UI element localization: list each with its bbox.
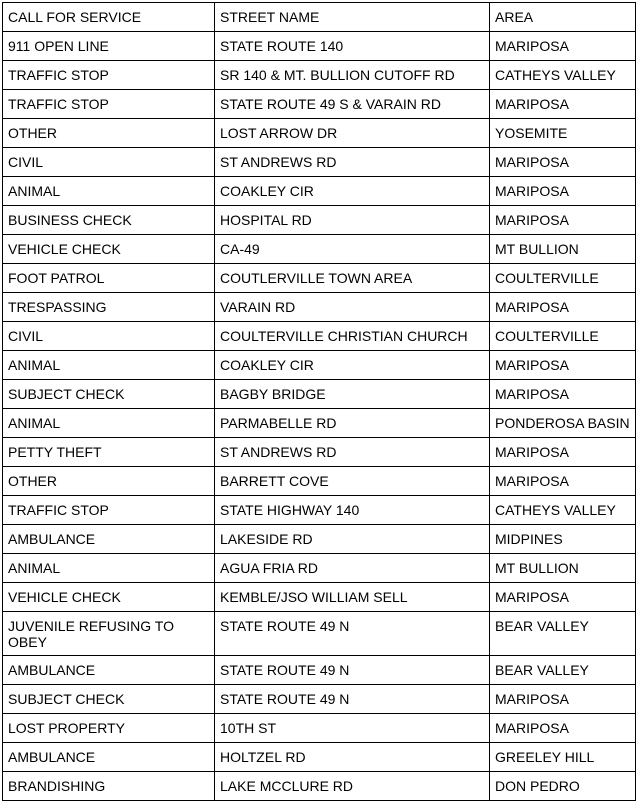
- area-cell: MIDPINES: [490, 525, 636, 554]
- street-name-cell: COAKLEY CIR: [215, 351, 490, 380]
- call-for-service-cell: TRAFFIC STOP: [3, 61, 215, 90]
- street-name-cell: STATE ROUTE 49 N: [215, 612, 490, 656]
- header-area: AREA: [490, 3, 636, 32]
- street-name-cell: LAKE MCCLURE RD: [215, 772, 490, 801]
- table-row: [3, 656, 636, 685]
- area-cell: BEAR VALLEY: [490, 612, 636, 656]
- table-row: [3, 743, 636, 772]
- table-row: [3, 554, 636, 583]
- area-cell: MARIPOSA: [490, 177, 636, 206]
- area-cell: MT BULLION: [490, 554, 636, 583]
- street-name-cell: HOLTZEL RD: [215, 743, 490, 772]
- calls-for-service-table: [2, 2, 636, 801]
- table-row: [3, 772, 636, 801]
- street-name-cell: BARRETT COVE: [215, 467, 490, 496]
- call-for-service-cell: VEHICLE CHECK: [3, 235, 215, 264]
- call-for-service-cell: SUBJECT CHECK: [3, 685, 215, 714]
- area-cell: CATHEYS VALLEY: [490, 61, 636, 90]
- table-row: [3, 61, 636, 90]
- table-body: [3, 3, 636, 801]
- table-row: [3, 235, 636, 264]
- call-for-service-cell: AMBULANCE: [3, 656, 215, 685]
- street-name-cell: KEMBLE/JSO WILLIAM SELL: [215, 583, 490, 612]
- street-name-cell: STATE ROUTE 49 N: [215, 656, 490, 685]
- area-cell: DON PEDRO: [490, 772, 636, 801]
- call-for-service-cell: TRAFFIC STOP: [3, 496, 215, 525]
- area-cell: MARIPOSA: [490, 438, 636, 467]
- street-name-cell: VARAIN RD: [215, 293, 490, 322]
- street-name-cell: LAKESIDE RD: [215, 525, 490, 554]
- street-name-cell: ST ANDREWS RD: [215, 438, 490, 467]
- area-cell: MARIPOSA: [490, 685, 636, 714]
- street-name-cell: STATE ROUTE 140: [215, 32, 490, 61]
- header-street-name: STREET NAME: [215, 3, 490, 32]
- area-cell: MARIPOSA: [490, 206, 636, 235]
- table-row: [3, 380, 636, 409]
- table-row: [3, 496, 636, 525]
- call-for-service-cell: AMBULANCE: [3, 525, 215, 554]
- table-row: [3, 119, 636, 148]
- street-name-cell: LOST ARROW DR: [215, 119, 490, 148]
- area-cell: YOSEMITE: [490, 119, 636, 148]
- call-for-service-cell: OTHER: [3, 119, 215, 148]
- street-name-cell: STATE ROUTE 49 N: [215, 685, 490, 714]
- area-cell: MARIPOSA: [490, 714, 636, 743]
- street-name-cell: PARMABELLE RD: [215, 409, 490, 438]
- table-row: [3, 612, 636, 656]
- call-for-service-cell: ANIMAL: [3, 409, 215, 438]
- street-name-cell: AGUA FRIA RD: [215, 554, 490, 583]
- call-for-service-cell: TRESPASSING: [3, 293, 215, 322]
- street-name-cell: CA-49: [215, 235, 490, 264]
- call-for-service-cell: PETTY THEFT: [3, 438, 215, 467]
- table-row: [3, 685, 636, 714]
- table-row: [3, 351, 636, 380]
- area-cell: COULTERVILLE: [490, 264, 636, 293]
- call-for-service-cell: AMBULANCE: [3, 743, 215, 772]
- area-cell: GREELEY HILL: [490, 743, 636, 772]
- table-row: [3, 467, 636, 496]
- table-row: [3, 177, 636, 206]
- table-row: [3, 293, 636, 322]
- call-for-service-cell: 911 OPEN LINE: [3, 32, 215, 61]
- area-cell: MARIPOSA: [490, 148, 636, 177]
- street-name-cell: 10TH ST: [215, 714, 490, 743]
- area-cell: MARIPOSA: [490, 583, 636, 612]
- call-for-service-cell: ANIMAL: [3, 351, 215, 380]
- table-row: [3, 264, 636, 293]
- area-cell: BEAR VALLEY: [490, 656, 636, 685]
- table-row: [3, 438, 636, 467]
- table-row: [3, 714, 636, 743]
- header-call-for-service: CALL FOR SERVICE: [3, 3, 215, 32]
- call-for-service-cell: TRAFFIC STOP: [3, 90, 215, 119]
- table-row: [3, 322, 636, 351]
- table-row: [3, 583, 636, 612]
- call-for-service-cell: BUSINESS CHECK: [3, 206, 215, 235]
- street-name-cell: COULTERVILLE CHRISTIAN CHURCH: [215, 322, 490, 351]
- area-cell: CATHEYS VALLEY: [490, 496, 636, 525]
- area-cell: MARIPOSA: [490, 351, 636, 380]
- table-row: [3, 409, 636, 438]
- table-row: [3, 148, 636, 177]
- area-cell: MARIPOSA: [490, 293, 636, 322]
- call-for-service-cell: ANIMAL: [3, 177, 215, 206]
- call-for-service-cell: SUBJECT CHECK: [3, 380, 215, 409]
- call-for-service-cell: CIVIL: [3, 148, 215, 177]
- street-name-cell: BAGBY BRIDGE: [215, 380, 490, 409]
- call-for-service-cell: LOST PROPERTY: [3, 714, 215, 743]
- area-cell: PONDEROSA BASIN: [490, 409, 636, 438]
- area-cell: MARIPOSA: [490, 380, 636, 409]
- street-name-cell: ST ANDREWS RD: [215, 148, 490, 177]
- table-row: [3, 90, 636, 119]
- call-for-service-cell: CIVIL: [3, 322, 215, 351]
- table-row: [3, 525, 636, 554]
- area-cell: COULTERVILLE: [490, 322, 636, 351]
- street-name-cell: STATE HIGHWAY 140: [215, 496, 490, 525]
- street-name-cell: COAKLEY CIR: [215, 177, 490, 206]
- street-name-cell: COUTLERVILLE TOWN AREA: [215, 264, 490, 293]
- table-row: [3, 32, 636, 61]
- area-cell: MARIPOSA: [490, 90, 636, 119]
- call-for-service-cell: OTHER: [3, 467, 215, 496]
- area-cell: MT BULLION: [490, 235, 636, 264]
- street-name-cell: SR 140 & MT. BULLION CUTOFF RD: [215, 61, 490, 90]
- call-for-service-cell: ANIMAL: [3, 554, 215, 583]
- call-for-service-cell: JUVENILE REFUSING TO OBEY: [3, 612, 215, 656]
- call-for-service-cell: FOOT PATROL: [3, 264, 215, 293]
- street-name-cell: STATE ROUTE 49 S & VARAIN RD: [215, 90, 490, 119]
- table-header-row: [3, 3, 636, 32]
- call-for-service-cell: BRANDISHING: [3, 772, 215, 801]
- call-for-service-cell: VEHICLE CHECK: [3, 583, 215, 612]
- area-cell: MARIPOSA: [490, 32, 636, 61]
- area-cell: MARIPOSA: [490, 467, 636, 496]
- street-name-cell: HOSPITAL RD: [215, 206, 490, 235]
- table-row: [3, 206, 636, 235]
